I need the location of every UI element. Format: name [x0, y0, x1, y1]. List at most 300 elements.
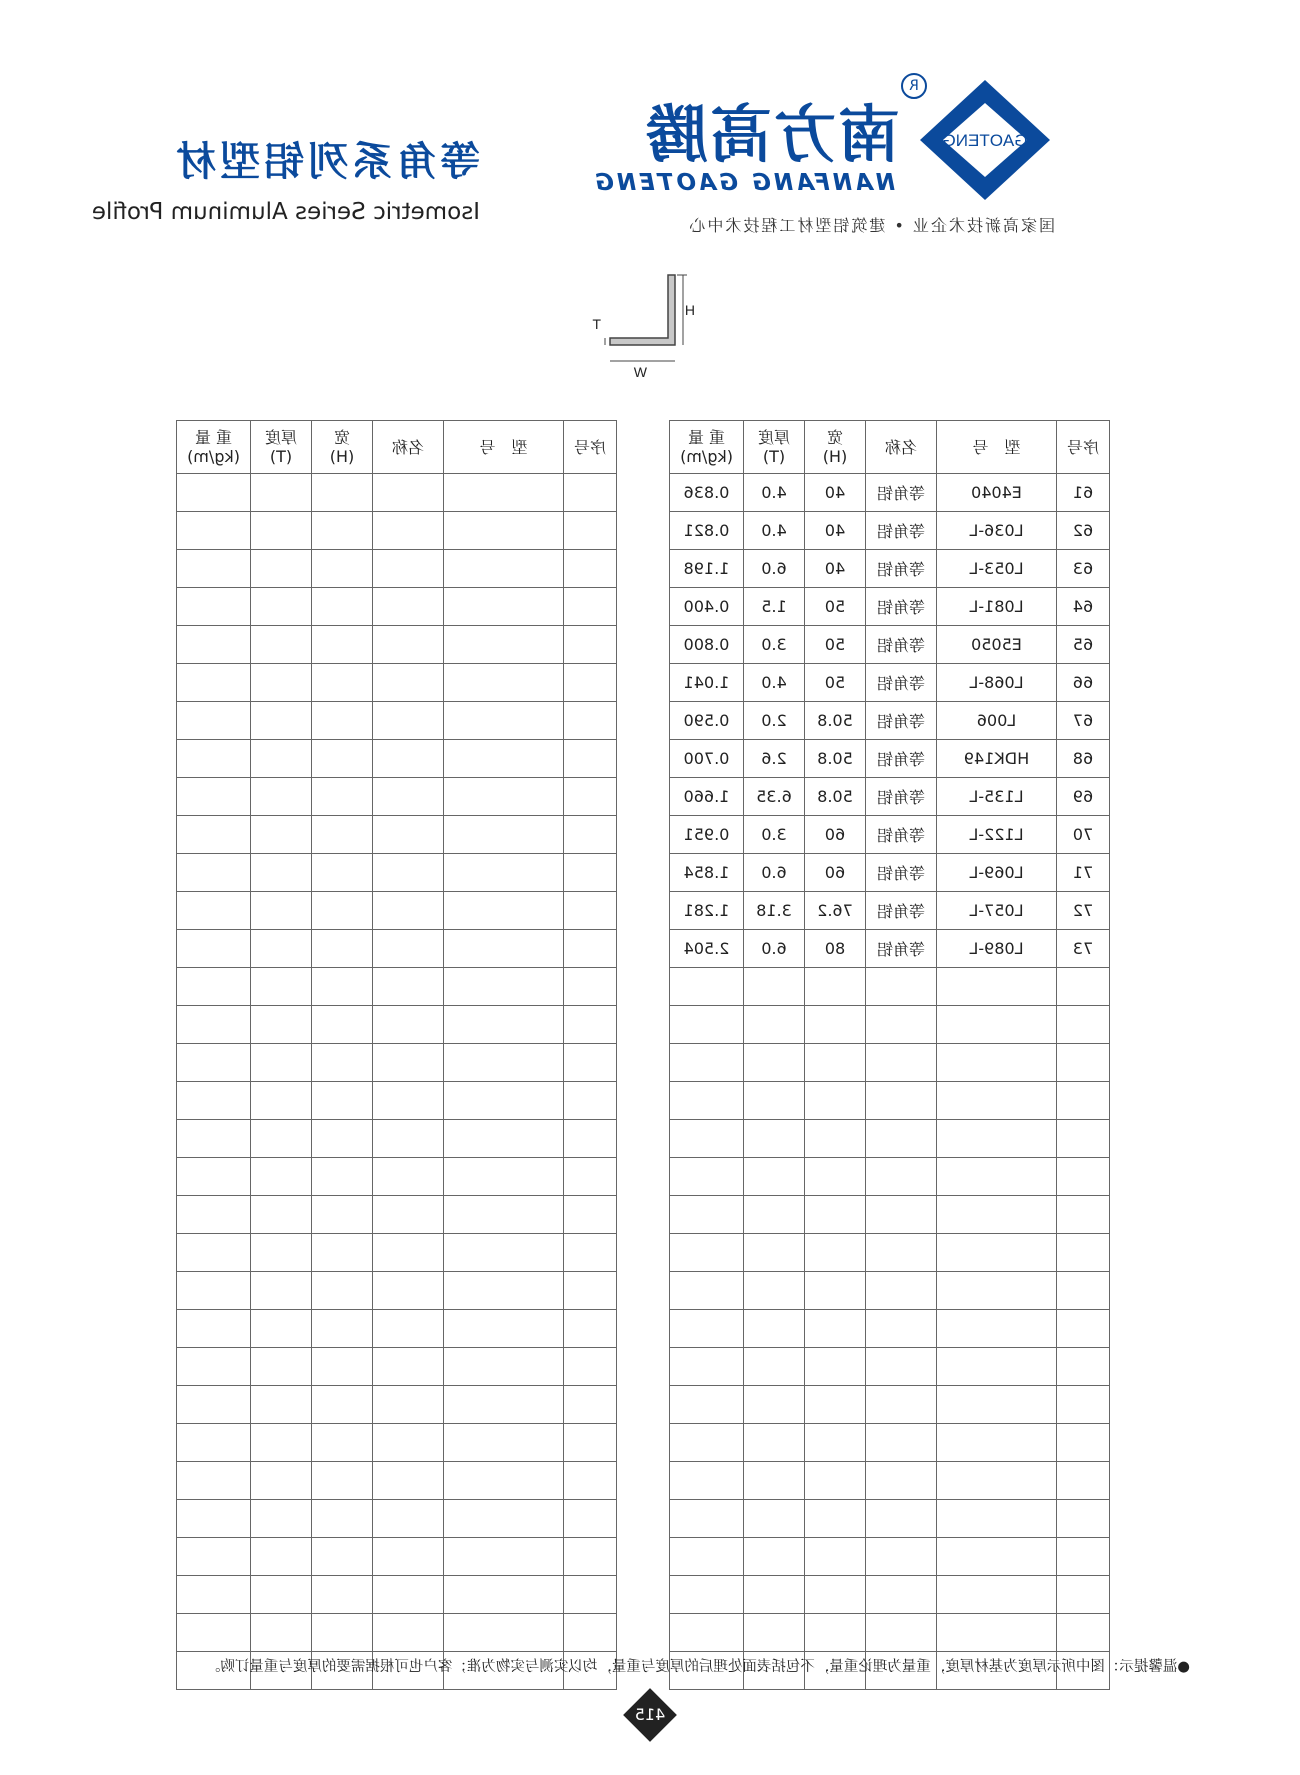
cell-name: 等角铝 — [866, 702, 937, 740]
cell-weight: 1.198 — [670, 550, 744, 588]
cell-model — [444, 702, 564, 740]
table-row — [670, 1500, 1110, 1538]
cell-width: 40 — [805, 474, 866, 512]
cell-weight — [177, 1386, 251, 1424]
cell-width: 40 — [805, 550, 866, 588]
cell-index — [564, 1234, 617, 1272]
cell-model: L089-L — [937, 930, 1057, 968]
cell-name: 等角铝 — [866, 816, 937, 854]
cell-thickness — [251, 892, 312, 930]
cell-thickness — [251, 930, 312, 968]
cell-name: 等角铝 — [866, 740, 937, 778]
cell-width: 50 — [805, 626, 866, 664]
cell-name — [866, 1576, 937, 1614]
cell-weight — [670, 1462, 744, 1500]
cell-index: 61 — [1057, 474, 1110, 512]
cell-model — [937, 1614, 1057, 1652]
cell-name — [373, 1196, 444, 1234]
cell-index: 72 — [1057, 892, 1110, 930]
cell-name — [373, 1576, 444, 1614]
cell-name: 等角铝 — [866, 664, 937, 702]
cell-thickness — [251, 1006, 312, 1044]
cell-weight — [177, 1158, 251, 1196]
cell-index — [1057, 1310, 1110, 1348]
cell-index: 65 — [1057, 626, 1110, 664]
cell-index — [564, 1386, 617, 1424]
cell-thickness — [251, 1500, 312, 1538]
cell-width: 40 — [805, 512, 866, 550]
logo-text: GAOTENG — [942, 131, 1028, 150]
cell-index — [1057, 1576, 1110, 1614]
cell-model — [444, 588, 564, 626]
cell-model — [937, 1044, 1057, 1082]
cell-model: E4040 — [937, 474, 1057, 512]
cell-thickness — [251, 588, 312, 626]
cell-weight — [670, 1614, 744, 1652]
cell-index — [1057, 1234, 1110, 1272]
cell-width — [805, 1120, 866, 1158]
cell-weight — [177, 550, 251, 588]
cell-weight — [177, 1196, 251, 1234]
cell-weight — [177, 1576, 251, 1614]
cell-thickness — [744, 1044, 805, 1082]
cell-weight: 0.590 — [670, 702, 744, 740]
cell-thickness — [251, 1082, 312, 1120]
cell-weight — [177, 892, 251, 930]
cell-thickness — [251, 1576, 312, 1614]
cell-thickness — [251, 816, 312, 854]
cell-index — [564, 1576, 617, 1614]
cell-thickness: 3.18 — [744, 892, 805, 930]
cell-width — [805, 1006, 866, 1044]
cell-model — [444, 1044, 564, 1082]
cell-width — [312, 588, 373, 626]
cell-index — [1057, 1120, 1110, 1158]
cell-model: L006 — [937, 702, 1057, 740]
cell-index — [564, 930, 617, 968]
cell-name: 等角铝 — [866, 588, 937, 626]
cell-index — [564, 778, 617, 816]
label-h: H — [684, 302, 695, 318]
cell-name — [373, 1614, 444, 1652]
table-row — [177, 1386, 617, 1424]
cell-index: 67 — [1057, 702, 1110, 740]
cell-width: 50 — [805, 588, 866, 626]
cell-model — [444, 1424, 564, 1462]
cell-width: 50.8 — [805, 702, 866, 740]
cell-name — [866, 1082, 937, 1120]
cell-name — [373, 930, 444, 968]
table-row — [177, 854, 617, 892]
cell-width — [805, 1614, 866, 1652]
table-row — [177, 664, 617, 702]
cell-name — [866, 1310, 937, 1348]
cell-model — [444, 1386, 564, 1424]
label-t: T — [592, 316, 601, 332]
cell-name: 等角铝 — [866, 474, 937, 512]
cell-thickness — [744, 1272, 805, 1310]
cell-model — [937, 1158, 1057, 1196]
cell-model: L053-L — [937, 550, 1057, 588]
cell-weight: 0.400 — [670, 588, 744, 626]
cell-index: 64 — [1057, 588, 1110, 626]
cell-thickness — [744, 1462, 805, 1500]
cell-model — [937, 1576, 1057, 1614]
cell-thickness — [744, 1082, 805, 1120]
cell-model — [444, 1006, 564, 1044]
table-row — [177, 1120, 617, 1158]
cell-index — [564, 1348, 617, 1386]
cell-name — [866, 1462, 937, 1500]
table-row — [670, 1462, 1110, 1500]
cell-width — [312, 1044, 373, 1082]
cell-thickness — [251, 1234, 312, 1272]
cell-index — [564, 512, 617, 550]
spec-table-filled — [669, 420, 1110, 1690]
brand-name-cn: 南方高腾 — [643, 98, 900, 171]
cell-width — [805, 1044, 866, 1082]
cell-model — [937, 1310, 1057, 1348]
cell-model: L036-L — [937, 512, 1057, 550]
gaoteng-emblem-icon — [915, 75, 1055, 205]
cell-weight — [177, 854, 251, 892]
cell-weight — [670, 1310, 744, 1348]
cell-name — [373, 702, 444, 740]
cell-weight — [177, 664, 251, 702]
cell-index — [1057, 1424, 1110, 1462]
cell-model — [444, 626, 564, 664]
table-row — [670, 702, 1110, 740]
cell-width — [312, 1348, 373, 1386]
cell-index — [564, 550, 617, 588]
cell-thickness: 6.0 — [744, 854, 805, 892]
cell-weight — [670, 968, 744, 1006]
table-row — [670, 1538, 1110, 1576]
cell-width — [805, 1196, 866, 1234]
cell-width — [312, 1272, 373, 1310]
cell-thickness — [251, 550, 312, 588]
cell-index — [564, 1044, 617, 1082]
cell-thickness — [744, 1576, 805, 1614]
cell-width — [312, 474, 373, 512]
cell-index — [564, 702, 617, 740]
table-row — [670, 1120, 1110, 1158]
cell-width — [312, 512, 373, 550]
cell-name — [373, 1006, 444, 1044]
cell-model — [444, 968, 564, 1006]
cell-model — [937, 1082, 1057, 1120]
cell-model — [444, 1120, 564, 1158]
cell-index — [564, 1158, 617, 1196]
cell-index — [564, 892, 617, 930]
cell-thickness — [744, 1234, 805, 1272]
header-index: 序号 — [1057, 421, 1110, 474]
cell-model — [444, 664, 564, 702]
cell-thickness: 6.35 — [744, 778, 805, 816]
cell-name — [866, 1500, 937, 1538]
cell-name — [373, 740, 444, 778]
cell-index: 73 — [1057, 930, 1110, 968]
cell-width — [312, 892, 373, 930]
table-row — [177, 1082, 617, 1120]
registered-mark: R — [901, 73, 927, 99]
cell-thickness — [251, 1196, 312, 1234]
cell-thickness: 4.0 — [744, 664, 805, 702]
table-row — [670, 1196, 1110, 1234]
cell-weight — [177, 1272, 251, 1310]
cell-width — [805, 1158, 866, 1196]
cell-thickness — [251, 1272, 312, 1310]
cell-width — [312, 702, 373, 740]
cell-width — [805, 1310, 866, 1348]
table-row — [177, 626, 617, 664]
cell-model — [444, 1538, 564, 1576]
cell-weight — [670, 1538, 744, 1576]
cell-model — [444, 778, 564, 816]
cell-index — [564, 474, 617, 512]
table-row — [177, 1614, 617, 1652]
cell-name — [866, 1234, 937, 1272]
cell-index — [564, 626, 617, 664]
cell-index — [1057, 1386, 1110, 1424]
cell-name — [373, 1272, 444, 1310]
cell-thickness: 2.6 — [744, 740, 805, 778]
table-row — [177, 550, 617, 588]
table-row — [177, 1424, 617, 1462]
table-row — [670, 930, 1110, 968]
cell-index — [564, 816, 617, 854]
cell-thickness — [251, 1348, 312, 1386]
cell-weight — [670, 1576, 744, 1614]
cell-weight — [177, 930, 251, 968]
cell-name — [373, 1538, 444, 1576]
cell-weight — [177, 1310, 251, 1348]
cell-model — [444, 1614, 564, 1652]
cell-thickness — [744, 1538, 805, 1576]
cell-weight — [177, 1082, 251, 1120]
cell-index — [1057, 1538, 1110, 1576]
table-row — [670, 588, 1110, 626]
cell-width — [312, 1234, 373, 1272]
table-row — [670, 1082, 1110, 1120]
cell-thickness — [251, 474, 312, 512]
table-row — [670, 892, 1110, 930]
cell-model — [444, 474, 564, 512]
cell-width — [312, 550, 373, 588]
cell-weight: 0.800 — [670, 626, 744, 664]
cell-weight — [670, 1158, 744, 1196]
cell-thickness — [251, 1614, 312, 1652]
cell-model — [444, 1310, 564, 1348]
cell-index — [564, 1462, 617, 1500]
cell-index — [1057, 1006, 1110, 1044]
table-row — [670, 740, 1110, 778]
cell-model — [937, 1234, 1057, 1272]
title-en: Isometric Series Aluminum Profile — [91, 199, 480, 225]
cell-thickness — [251, 1158, 312, 1196]
cell-width: 60 — [805, 816, 866, 854]
cell-weight — [177, 588, 251, 626]
cell-name — [373, 550, 444, 588]
cell-index — [564, 1614, 617, 1652]
cell-index — [564, 740, 617, 778]
cell-thickness — [251, 1310, 312, 1348]
table-header-row — [177, 421, 617, 474]
table-row — [670, 1386, 1110, 1424]
cell-weight — [177, 1424, 251, 1462]
cell-width — [312, 1082, 373, 1120]
cell-index — [564, 1120, 617, 1158]
cell-thickness — [744, 1310, 805, 1348]
cell-name: 等角铝 — [866, 892, 937, 930]
cell-name — [866, 1424, 937, 1462]
table-row — [670, 1424, 1110, 1462]
cell-thickness: 3.0 — [744, 816, 805, 854]
cell-name — [373, 588, 444, 626]
cell-index — [564, 588, 617, 626]
table-row — [670, 816, 1110, 854]
cell-name — [373, 854, 444, 892]
cell-weight — [670, 1234, 744, 1272]
table-row — [177, 1234, 617, 1272]
table-header-row — [670, 421, 1110, 474]
cell-name — [866, 1386, 937, 1424]
cell-index: 68 — [1057, 740, 1110, 778]
cell-width — [312, 1006, 373, 1044]
cell-width — [312, 1120, 373, 1158]
cell-model — [444, 512, 564, 550]
cell-thickness — [251, 968, 312, 1006]
cell-width: 50 — [805, 664, 866, 702]
cell-weight — [670, 1044, 744, 1082]
cell-name: 等角铝 — [866, 626, 937, 664]
cell-width — [805, 1082, 866, 1120]
cell-thickness — [251, 1538, 312, 1576]
cell-thickness — [251, 1044, 312, 1082]
cell-width — [805, 1348, 866, 1386]
cell-weight — [670, 1272, 744, 1310]
cell-model — [937, 1348, 1057, 1386]
cell-index: 70 — [1057, 816, 1110, 854]
cell-weight — [177, 1462, 251, 1500]
cell-index — [564, 1500, 617, 1538]
cell-weight — [670, 1500, 744, 1538]
cell-index — [564, 968, 617, 1006]
cell-width — [312, 740, 373, 778]
cell-model — [444, 740, 564, 778]
cell-name — [373, 1348, 444, 1386]
cell-model: L135-L — [937, 778, 1057, 816]
cell-width: 76.2 — [805, 892, 866, 930]
table-row — [177, 1462, 617, 1500]
cell-thickness — [251, 854, 312, 892]
table-row — [177, 474, 617, 512]
page-number-badge — [623, 1688, 677, 1742]
cell-weight — [670, 1006, 744, 1044]
cell-name — [373, 512, 444, 550]
cell-weight — [177, 474, 251, 512]
cell-index — [564, 1310, 617, 1348]
cell-thickness — [744, 1006, 805, 1044]
cell-width: 80 — [805, 930, 866, 968]
cell-thickness — [744, 1348, 805, 1386]
cell-model — [444, 854, 564, 892]
cell-weight — [177, 1120, 251, 1158]
cell-thickness — [744, 1120, 805, 1158]
cell-width — [312, 854, 373, 892]
cell-index — [564, 1082, 617, 1120]
header-thickness: 厚度 (T) — [251, 421, 312, 474]
cell-name — [373, 1310, 444, 1348]
cell-weight: 1.660 — [670, 778, 744, 816]
title-cn: 等角系列铝型材 — [172, 139, 480, 185]
table-row — [177, 1044, 617, 1082]
cell-model — [444, 1462, 564, 1500]
cell-index — [564, 1272, 617, 1310]
table-row — [177, 968, 617, 1006]
cell-name — [373, 474, 444, 512]
cell-thickness: 6.0 — [744, 930, 805, 968]
cell-name — [866, 1538, 937, 1576]
cell-model — [937, 968, 1057, 1006]
cell-width — [312, 968, 373, 1006]
cell-name — [373, 1044, 444, 1082]
cell-model — [937, 1196, 1057, 1234]
table-row — [177, 702, 617, 740]
cell-thickness — [744, 1386, 805, 1424]
cell-weight: 1.041 — [670, 664, 744, 702]
cell-name — [866, 968, 937, 1006]
table-row — [670, 1044, 1110, 1082]
cell-model: L122-L — [937, 816, 1057, 854]
cell-thickness — [251, 1424, 312, 1462]
cell-name — [373, 778, 444, 816]
cell-name — [866, 1158, 937, 1196]
cell-weight — [177, 968, 251, 1006]
cell-name — [866, 1006, 937, 1044]
cell-width — [312, 626, 373, 664]
cell-model — [444, 1196, 564, 1234]
cell-weight — [177, 740, 251, 778]
cell-weight — [177, 1348, 251, 1386]
cell-model — [444, 930, 564, 968]
cell-width — [312, 1538, 373, 1576]
cell-weight: 0.700 — [670, 740, 744, 778]
cell-model: HDK149 — [937, 740, 1057, 778]
cell-name — [373, 664, 444, 702]
cell-width — [805, 968, 866, 1006]
cell-model — [937, 1538, 1057, 1576]
table-row — [670, 1576, 1110, 1614]
cell-width — [805, 1272, 866, 1310]
cell-model — [444, 892, 564, 930]
table-row — [670, 1348, 1110, 1386]
cell-thickness — [744, 1196, 805, 1234]
cell-model — [444, 1272, 564, 1310]
cell-name — [373, 1386, 444, 1424]
cell-model — [444, 550, 564, 588]
cell-width — [312, 778, 373, 816]
cell-model: E5050 — [937, 626, 1057, 664]
header-model: 型 号 — [444, 421, 564, 474]
cell-weight — [177, 1044, 251, 1082]
cell-thickness — [251, 512, 312, 550]
table-row — [670, 512, 1110, 550]
cell-model — [444, 1576, 564, 1614]
cell-weight: 0.821 — [670, 512, 744, 550]
page-number: 415 — [634, 1705, 666, 1724]
cell-name: 等角铝 — [866, 778, 937, 816]
